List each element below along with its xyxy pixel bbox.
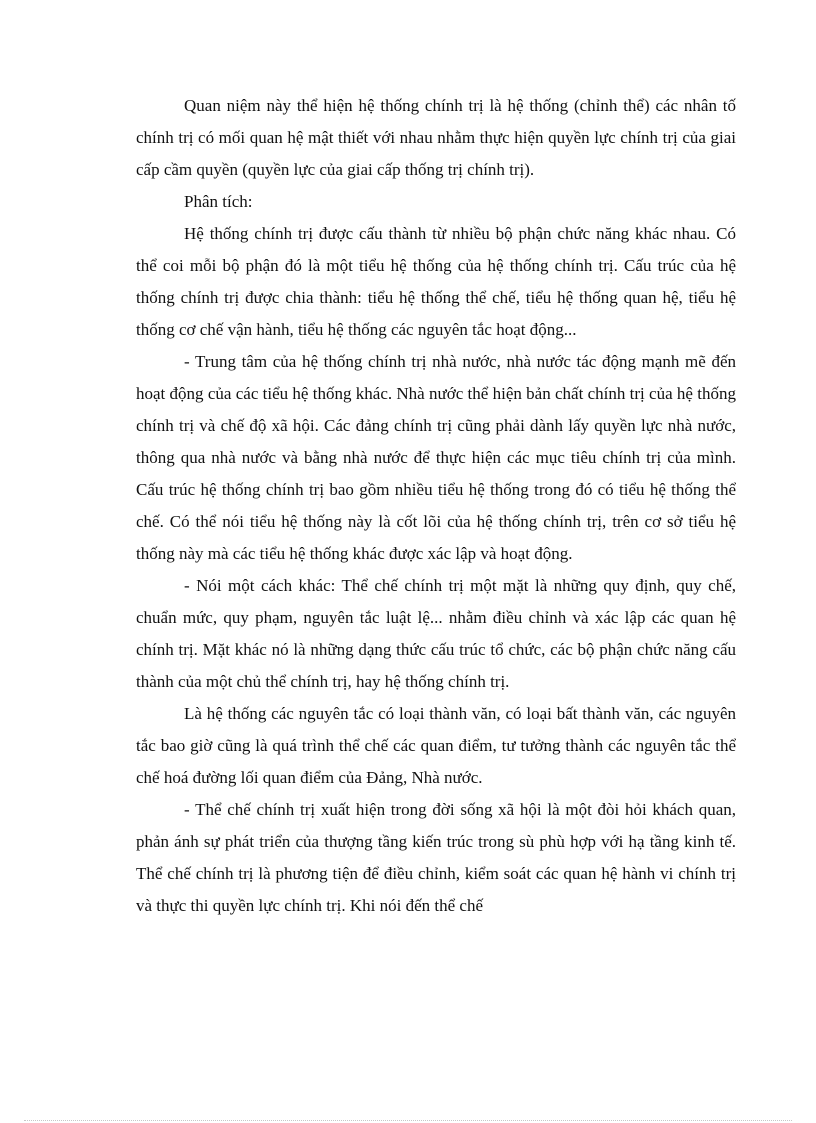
paragraph-principles: Là hệ thống các nguyên tắc có loại thành văn, có loại bất thành văn, các nguyên tắc bao giờ cũng là quá trình thể chế các quan điểm, tư tưởng thành các nguyên tắc thể chế hoá đường lối quan điểm của Đảng, Nhà nước. — [136, 704, 736, 787]
paragraph-analysis-heading: Phân tích: — [184, 192, 253, 211]
paragraph-emergence: - Thể chế chính trị xuất hiện trong đời sống xã hội là một đòi hỏi khách quan, phản ánh sự phát triển của thượng tầng kiến trúc trong sù phù hợp với hạ tầng kinh tế. Thể chế chính trị là phương tiện để điều chỉnh, kiểm soát các quan hệ hành vi chính trị và thực thi quyền lực chính trị. Khi nói đến thể chế — [136, 800, 736, 915]
paragraph-intro: Quan niệm này thể hiện hệ thống chính trị là hệ thống (chỉnh thể) các nhân tố chính trị có mối quan hệ mật thiết với nhau nhằm thực hiện quyền lực chính trị của giai cấp cầm quyền (quyền lực của giai cấp thống trị chính trị). — [136, 96, 736, 179]
document-body — [136, 90, 736, 922]
page-bottom-rule — [24, 1120, 792, 1121]
paragraph-structure: Hệ thống chính trị được cấu thành từ nhiều bộ phận chức năng khác nhau. Có thể coi mỗi bộ phận đó là một tiểu hệ thống của hệ thống chính trị. Cấu trúc của hệ thống chính trị được chia thành: tiểu hệ thống thể chế, tiểu hệ thống quan hệ, tiểu hệ thống cơ chế vận hành, tiểu hệ thống các nguyên tắc hoạt động... — [136, 224, 736, 339]
paragraph-institution-definition: - Nói một cách khác: Thể chế chính trị một mặt là những quy định, quy chế, chuẩn mức, quy phạm, nguyên tắc luật lệ... nhằm điều chỉnh và xác lập các quan hệ chính trị. Mặt khác nó là những dạng thức cấu trúc tổ chức, các bộ phận chức năng cấu thành của một chủ thể chính trị, hay hệ thống chính trị. — [136, 576, 736, 691]
paragraph-state-center: - Trung tâm của hệ thống chính trị nhà nước, nhà nước tác động mạnh mẽ đến hoạt động của các tiểu hệ thống khác. Nhà nước thể hiện bản chất chính trị của hệ thống chính trị và chế độ xã hội. Các đảng chính trị cũng phải dành lấy quyền lực nhà nước, thông qua nhà nước và bằng nhà nước để thực hiện các mục tiêu chính trị của mình. Cấu trúc hệ thống chính trị bao gồm nhiều tiểu hệ thống trong đó có tiểu hệ thống thể chế. Có thể nói tiểu hệ thống này là cốt lõi của hệ thống chính trị, trên cơ sở tiểu hệ thống này mà các tiểu hệ thống khác được xác lập và hoạt động. — [136, 352, 736, 563]
